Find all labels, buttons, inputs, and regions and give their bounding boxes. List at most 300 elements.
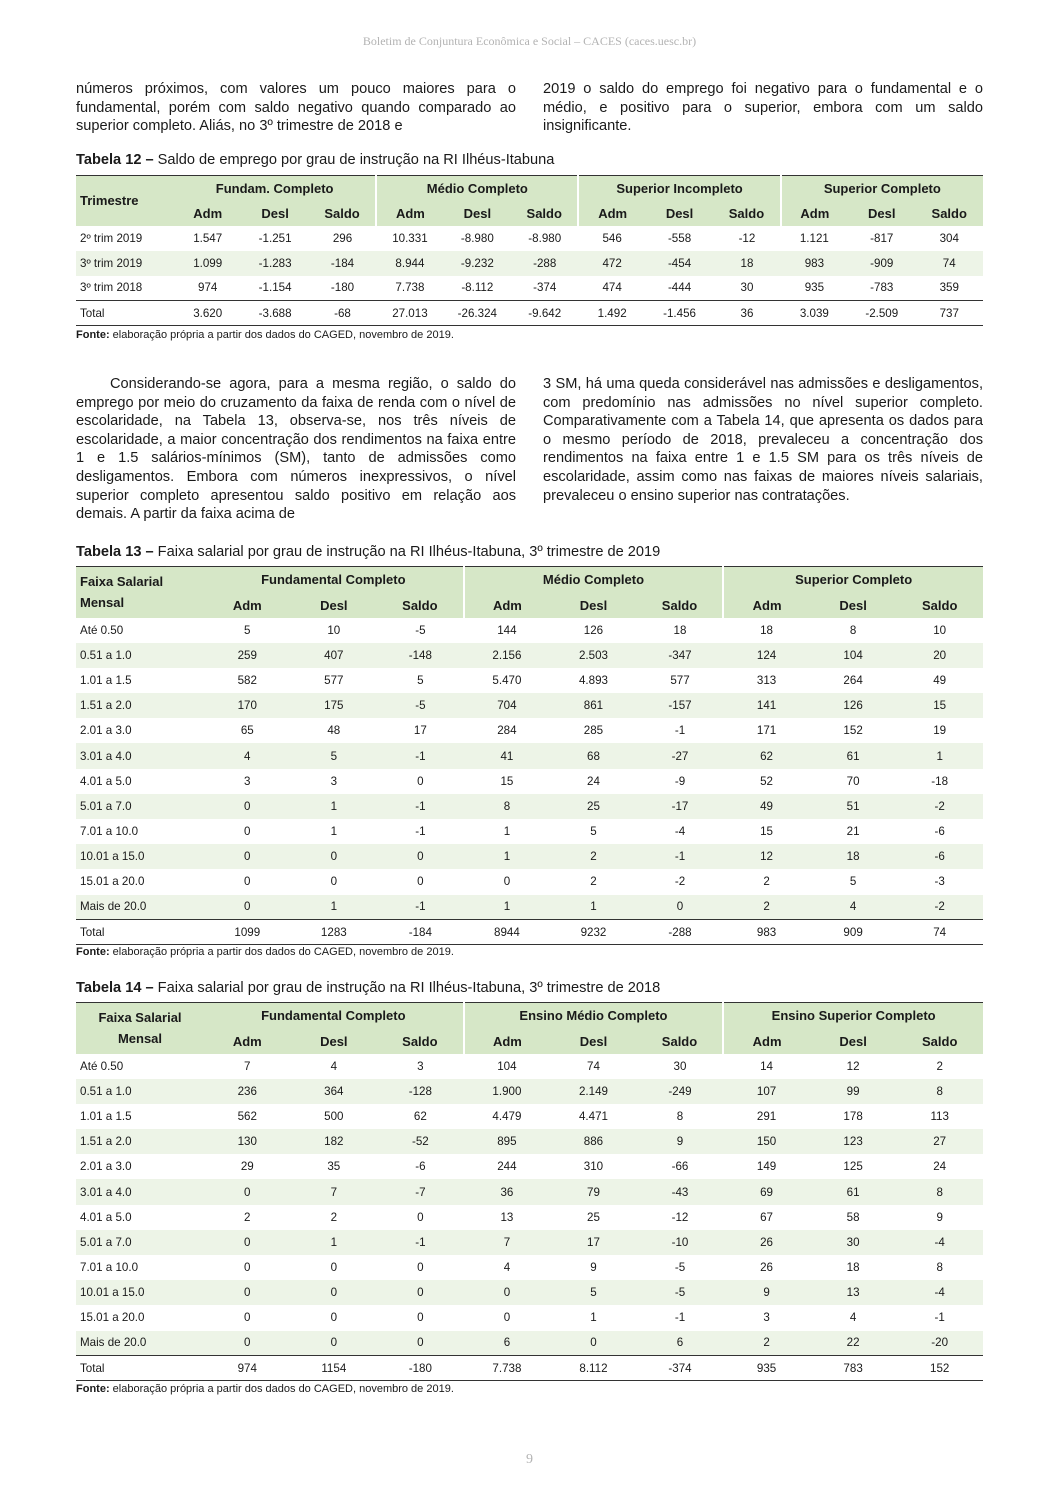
page-number: 9 [526, 1452, 533, 1467]
table-cell: 2.156 [464, 643, 551, 668]
table-cell: 149 [756, 1160, 777, 1174]
table-cell: -17 [637, 794, 724, 819]
table-cell: 1154 [291, 1356, 378, 1381]
sub-header-saldo: Saldo [377, 593, 464, 618]
table-cell: -8.980 [528, 231, 562, 245]
table-cell: 236 [204, 1079, 291, 1104]
table-cell: -43 [637, 1179, 724, 1204]
source-text: elaboração própria a partir dos dados do CAGED, novembro de 2019. [112, 329, 454, 341]
table-cell: 107 [723, 1079, 810, 1104]
mid-right-paragraph: 3 SM, há uma queda considerável nas admissões e desligamentos, com predomínio nas admissões no nível superior completo. Comparativamente com a Tabela 14, que apresenta os dados para o mesmo período de 2018, prevaleceu a concentração dos rendimentos na faixa entre 1 e 1.5 SM para os três níveis de escolaridade, assim como nas faixas de maiores níveis salariais, prevaleceu o ensino superior nas contratações. [543, 376, 983, 504]
table-cell: 0 [503, 1311, 511, 1325]
table-cell: 0 [204, 844, 291, 869]
table-12-group-header: Superior Completo [781, 176, 983, 201]
table-row [76, 1129, 983, 1154]
table-cell: 8 [896, 1079, 983, 1104]
table-cell: 9232 [550, 920, 637, 945]
table-cell: 15 [896, 693, 983, 718]
table-cell: 18 [713, 251, 780, 276]
table-cell: 6 [637, 1331, 724, 1356]
table-cell: 22 [810, 1331, 897, 1356]
table-cell: 13 [810, 1280, 897, 1305]
row-label: 5.01 a 7.0 [76, 1230, 204, 1255]
table-row [76, 895, 983, 920]
table-cell: -27 [637, 743, 724, 768]
table-cell: 7 [464, 1230, 551, 1255]
row-label: Total [76, 1356, 204, 1381]
table-cell: 296 [332, 231, 353, 245]
table-14-source [76, 1383, 454, 1395]
table-cell: -180 [377, 1356, 464, 1381]
table-cell: 974 [204, 1356, 291, 1381]
table-cell: 4 [503, 1261, 511, 1275]
table-cell: 5 [244, 623, 251, 637]
table-cell: 15 [760, 825, 773, 839]
table-cell: 67 [760, 1210, 773, 1224]
table-cell: -909 [848, 251, 915, 276]
mid-text [76, 375, 983, 524]
table-cell: -1 [674, 724, 686, 738]
table-cell: -184 [377, 920, 464, 945]
table-row [76, 301, 983, 326]
table-cell: -20 [896, 1331, 983, 1356]
row-label: 4.01 a 5.0 [80, 1210, 132, 1224]
sub-header-adm: Adm [464, 593, 551, 618]
table-cell: -1.154 [258, 281, 292, 295]
table-row [76, 844, 983, 869]
table-cell: 9 [723, 1280, 810, 1305]
table-cell: 291 [756, 1109, 777, 1123]
table-row [76, 920, 983, 945]
sub-header-saldo: Saldo [896, 1029, 983, 1054]
source-label: Fonte: [76, 946, 110, 958]
table-cell: 0 [417, 1311, 424, 1325]
table-cell: -6 [415, 1160, 426, 1174]
table-cell: 2.149 [550, 1079, 637, 1104]
table-cell: 0 [244, 1261, 251, 1275]
table-cell: 21 [846, 825, 860, 839]
table-cell: 0 [417, 1210, 424, 1224]
table-cell: 175 [291, 693, 378, 718]
table-cell: 0 [330, 875, 338, 889]
table-cell: 2 [550, 844, 637, 869]
table-cell: 4.893 [578, 673, 608, 687]
sub-header-desl: Desl [241, 201, 308, 226]
table-cell: 1 [503, 825, 511, 839]
table-cell: -374 [533, 281, 557, 295]
sub-header-adm: Adm [376, 201, 443, 226]
table-cell: -2 [896, 794, 983, 819]
table-cell: 582 [237, 673, 257, 687]
table-cell: 0 [330, 1261, 338, 1275]
table-cell: -6 [896, 844, 983, 869]
table-cell: 61 [810, 743, 897, 768]
sub-header-saldo: Saldo [309, 201, 376, 226]
table-row [76, 1356, 983, 1381]
table-cell: 26 [760, 1261, 773, 1275]
table-cell: 8.112 [550, 1356, 637, 1381]
table-cell: 886 [550, 1129, 637, 1154]
table-cell: 58 [846, 1210, 860, 1224]
table-cell: 62 [413, 1109, 427, 1123]
table-cell: -180 [330, 281, 355, 295]
table-14-group-header: Ensino Médio Completo [464, 1003, 724, 1029]
row-label: Até 0.50 [80, 623, 124, 637]
table-cell: 244 [497, 1160, 517, 1174]
table-cell: 27.013 [376, 301, 443, 326]
table-cell: 8 [464, 794, 551, 819]
sub-header-desl: Desl [550, 1029, 637, 1054]
sub-header-desl: Desl [810, 1029, 897, 1054]
table-cell: 126 [810, 693, 897, 718]
table-cell: 983 [781, 251, 848, 276]
table-cell: 1.492 [578, 301, 645, 326]
table-cell: 264 [843, 673, 863, 687]
table-cell: -374 [637, 1356, 724, 1381]
row-label: Mais de 20.0 [76, 1331, 204, 1356]
table-row [76, 1154, 983, 1179]
sub-header-desl: Desl [444, 201, 511, 226]
first-header-line: Mensal [117, 1031, 163, 1047]
table-cell: 126 [583, 623, 604, 637]
table-cell: -1 [934, 1311, 945, 1325]
table-cell: -148 [377, 643, 464, 668]
table-cell: 1 [291, 1230, 378, 1255]
table-cell: 3 [763, 1311, 770, 1325]
table-cell: 5 [590, 825, 597, 839]
table-cell: 18 [810, 844, 897, 869]
table-14-group-header: Ensino Superior Completo [723, 1003, 983, 1029]
table-cell: 10 [327, 623, 341, 637]
sub-header-saldo: Saldo [511, 201, 578, 226]
table-row [76, 769, 983, 794]
table-cell: -9.642 [511, 301, 578, 326]
table-cell: 935 [804, 281, 825, 295]
table-cell: 3.039 [781, 301, 848, 326]
sub-header-desl: Desl [291, 593, 378, 618]
table-row [76, 1305, 983, 1330]
row-label: 15.01 a 20.0 [80, 875, 145, 889]
table-cell: -558 [667, 231, 692, 245]
table-cell: 12 [723, 844, 810, 869]
sub-header-saldo: Saldo [637, 593, 724, 618]
table-cell: 4.479 [492, 1109, 522, 1123]
table-cell: -9.232 [444, 251, 511, 276]
table-12-group-header: Superior Incompleto [578, 176, 780, 201]
table-cell: 2 [763, 875, 770, 889]
source-text: elaboração própria a partir dos dados do CAGED, novembro de 2019. [112, 1383, 454, 1395]
row-label: 3.01 a 4.0 [76, 1179, 204, 1204]
table-cell: 1 [896, 743, 983, 768]
table-cell: -68 [309, 301, 376, 326]
table-13-first-header [76, 567, 204, 618]
table-cell: 0 [244, 825, 251, 839]
table-cell: 0 [417, 875, 424, 889]
row-label: Total [76, 301, 174, 326]
table-cell: 359 [939, 281, 959, 295]
table-cell: -1 [377, 1230, 464, 1255]
table-cell: 0 [204, 1179, 291, 1204]
row-label: 2.01 a 3.0 [80, 1160, 132, 1174]
table-row [76, 1179, 983, 1204]
table-cell: 2.503 [550, 643, 637, 668]
table-13-source [76, 946, 454, 958]
table-cell: 0 [291, 844, 378, 869]
table-cell: 25 [587, 1210, 600, 1224]
table-cell: -1.251 [258, 231, 292, 245]
table-cell: 182 [291, 1129, 378, 1154]
table-cell: 0 [417, 774, 424, 788]
sub-header-desl: Desl [646, 201, 713, 226]
table-cell: -5 [415, 623, 426, 637]
table-cell: 152 [896, 1356, 983, 1381]
table-cell: 104 [810, 643, 897, 668]
table-cell: -7 [377, 1179, 464, 1204]
table-cell: -128 [377, 1079, 464, 1104]
table-cell: 0 [377, 844, 464, 869]
table-cell: 36 [713, 301, 780, 326]
table-cell: 30 [810, 1230, 897, 1255]
table-cell: 3.620 [174, 301, 241, 326]
table-cell: 5 [417, 673, 424, 687]
table-cell: 8944 [464, 920, 551, 945]
table-cell: -1 [415, 825, 426, 839]
table-cell: 3 [244, 774, 251, 788]
table-row [76, 251, 983, 276]
table-cell: 2 [590, 875, 597, 889]
first-header-line: Faixa Salarial [80, 574, 164, 590]
table-cell: 15 [500, 774, 514, 788]
table-row [76, 643, 983, 668]
table-cell: 2 [244, 1210, 251, 1224]
table-cell: 1.099 [174, 251, 241, 276]
table-row [76, 819, 983, 844]
sub-header-adm: Adm [174, 201, 241, 226]
table-cell: -5 [637, 1280, 724, 1305]
table-cell: -3.688 [241, 301, 308, 326]
table-cell: -12 [671, 1210, 689, 1224]
table-cell: -4 [674, 825, 686, 839]
table-cell: 577 [670, 673, 690, 687]
sub-header-saldo: Saldo [915, 201, 983, 226]
table-cell: 104 [497, 1059, 517, 1073]
table-row [76, 1280, 983, 1305]
table-cell: 18 [846, 1261, 860, 1275]
table-row [76, 1230, 983, 1255]
sub-header-adm: Adm [781, 201, 848, 226]
table-cell: 9 [936, 1210, 943, 1224]
table-14-label: Tabela 14 – [76, 980, 154, 996]
table-cell: 1 [330, 825, 338, 839]
sub-header-desl: Desl [848, 201, 915, 226]
table-cell: 41 [464, 743, 551, 768]
table-cell: -1 [377, 794, 464, 819]
table-cell: 0 [204, 1280, 291, 1305]
table-14 [76, 1002, 983, 1381]
row-label: 0.51 a 1.0 [76, 1079, 204, 1104]
table-cell: 313 [756, 673, 777, 687]
table-cell: -1 [637, 844, 724, 869]
table-cell: 0 [417, 1261, 424, 1275]
table-cell: 25 [550, 794, 637, 819]
table-cell: 27 [896, 1129, 983, 1154]
table-cell: 70 [846, 774, 860, 788]
row-label: 1.51 a 2.0 [76, 693, 204, 718]
source-text: elaboração própria a partir dos dados do CAGED, novembro de 2019. [112, 946, 454, 958]
table-cell: 1 [464, 895, 551, 920]
table-cell: -1.456 [646, 301, 713, 326]
table-cell: 178 [843, 1109, 863, 1123]
table-cell: 4 [204, 743, 291, 768]
table-cell: 30 [740, 281, 754, 295]
table-13-group-header: Superior Completo [723, 567, 983, 593]
intro-left-paragraph: números próximos, com valores um pouco maiores para o fundamental, porém com saldo negativo quando comparado ao superior completo. Aliás, no 3º trimestre de 2018 e [76, 81, 516, 135]
table-cell: 144 [497, 623, 517, 637]
table-cell: -1 [674, 1311, 686, 1325]
table-14-title: Faixa salarial por grau de instrução na RI Ilhéus-Itabuna, 3º trimestre de 2018 [157, 980, 661, 996]
table-cell: 8 [849, 623, 857, 637]
sub-header-saldo: Saldo [377, 1029, 464, 1054]
table-row [76, 1104, 983, 1129]
table-row [76, 743, 983, 768]
table-cell: 3 [330, 774, 338, 788]
table-cell: 1099 [204, 920, 291, 945]
table-cell: 18 [673, 623, 687, 637]
table-12-group-header: Fundam. Completo [174, 176, 376, 201]
row-label: 1.01 a 1.5 [80, 673, 132, 687]
table-14-group-header: Fundamental Completo [204, 1003, 464, 1029]
table-cell: -9 [674, 774, 686, 788]
table-cell: 99 [810, 1079, 897, 1104]
sub-header-saldo: Saldo [713, 201, 780, 226]
table-cell: 68 [550, 743, 637, 768]
table-cell: 13 [500, 1210, 514, 1224]
table-cell: 2 [936, 1059, 943, 1073]
row-label: 7.01 a 10.0 [80, 1261, 139, 1275]
table-cell: -1.283 [241, 251, 308, 276]
table-cell: 17 [413, 724, 427, 738]
table-13-title: Faixa salarial por grau de instrução na RI Ilhéus-Itabuna, 3º trimestre de 2019 [157, 544, 661, 560]
table-row [76, 1255, 983, 1280]
table-cell: -6 [934, 825, 945, 839]
table-cell: -3 [934, 875, 945, 889]
table-cell: -12 [738, 231, 756, 245]
table-cell: 171 [756, 724, 777, 738]
table-cell: 783 [810, 1356, 897, 1381]
table-cell: 26 [723, 1230, 810, 1255]
table-cell: 29 [240, 1160, 254, 1174]
table-cell: 407 [291, 643, 378, 668]
table-cell: -4 [896, 1280, 983, 1305]
table-cell: 1 [464, 844, 551, 869]
table-cell: 124 [723, 643, 810, 668]
sub-header-adm: Adm [723, 1029, 810, 1054]
table-cell: 0 [204, 794, 291, 819]
row-label: 5.01 a 7.0 [76, 794, 204, 819]
table-cell: 5 [550, 1280, 637, 1305]
table-cell: 61 [810, 1179, 897, 1204]
table-cell: 3 [417, 1059, 424, 1073]
sub-header-adm: Adm [464, 1029, 551, 1054]
table-cell: 10.331 [392, 231, 428, 245]
row-label: 10.01 a 15.0 [76, 1280, 204, 1305]
row-label: 3.01 a 4.0 [76, 743, 204, 768]
row-label: 2.01 a 3.0 [80, 724, 132, 738]
table-13-caption [76, 544, 660, 560]
table-cell: 7 [291, 1179, 378, 1204]
table-cell: 8 [676, 1109, 684, 1123]
table-cell: 18 [760, 623, 773, 637]
table-cell: 52 [760, 774, 773, 788]
table-cell: 79 [550, 1179, 637, 1204]
table-row [76, 1331, 983, 1356]
table-cell: 9 [637, 1129, 724, 1154]
table-row [76, 618, 983, 643]
table-12-first-header: Trimestre [76, 176, 174, 226]
table-cell: 935 [723, 1356, 810, 1381]
table-row [76, 693, 983, 718]
table-cell: 51 [810, 794, 897, 819]
source-label: Fonte: [76, 1383, 110, 1395]
table-13 [76, 566, 983, 945]
table-cell: -288 [511, 251, 578, 276]
table-cell: 49 [723, 794, 810, 819]
table-cell: 113 [930, 1109, 949, 1123]
table-row [76, 1054, 983, 1079]
table-cell: 259 [204, 643, 291, 668]
table-cell: 284 [497, 724, 517, 738]
table-cell: 474 [602, 281, 622, 295]
table-cell: 1 [550, 895, 637, 920]
table-cell: 24 [587, 774, 600, 788]
table-cell: 7.738 [395, 281, 425, 295]
table-cell: 0 [244, 875, 251, 889]
table-cell: -347 [637, 643, 724, 668]
table-cell: 472 [578, 251, 645, 276]
table-13-label: Tabela 13 – [76, 544, 154, 560]
sub-header-adm: Adm [204, 1029, 291, 1054]
table-cell: 10 [933, 623, 947, 637]
sub-header-desl: Desl [810, 593, 897, 618]
table-cell: 48 [327, 724, 341, 738]
table-cell: 8 [936, 1261, 943, 1275]
table-13-group-header: Médio Completo [464, 567, 724, 593]
table-cell: 74 [915, 251, 983, 276]
first-header-line: Mensal [80, 595, 125, 611]
table-cell: 909 [810, 920, 897, 945]
table-cell: 0 [330, 1311, 338, 1325]
sub-header-adm: Adm [723, 593, 810, 618]
row-label: Total [76, 920, 204, 945]
row-label: 3º trim 2019 [76, 251, 174, 276]
table-cell: 310 [583, 1160, 604, 1174]
table-cell: 2 [723, 895, 810, 920]
row-label: Até 0.50 [80, 1059, 124, 1073]
table-row [76, 226, 983, 251]
table-cell: -2 [674, 875, 686, 889]
table-cell: 5 [849, 875, 857, 889]
table-cell: -66 [671, 1160, 689, 1174]
table-cell: 35 [327, 1160, 341, 1174]
row-label: 10.01 a 15.0 [76, 844, 204, 869]
row-label: 0.51 a 1.0 [76, 643, 204, 668]
table-cell: 150 [723, 1129, 810, 1154]
table-cell: -783 [870, 281, 894, 295]
table-cell: 0 [377, 1331, 464, 1356]
table-row [76, 869, 983, 894]
table-cell: 974 [198, 281, 218, 295]
table-cell: 2 [723, 1331, 810, 1356]
